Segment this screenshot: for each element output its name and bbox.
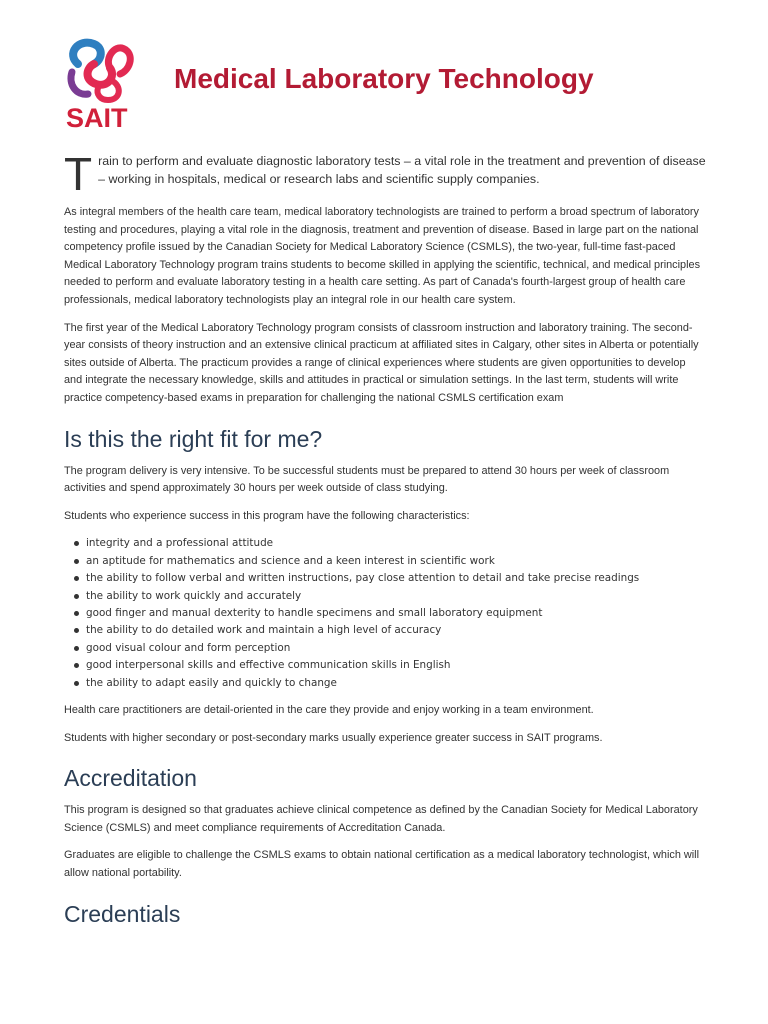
paragraph-fit-intensity: The program delivery is very intensive. To be successful students must be prepared to attend 30 hours per week of classroom activities and spend approximately 30 hours per week outside of class studying. <box>64 464 670 495</box>
heading-credentials: Credentials <box>64 900 181 927</box>
heading-accreditation: Accreditation <box>64 765 197 792</box>
intro-paragraph <box>64 148 706 200</box>
drop-cap: T <box>64 148 93 200</box>
paragraph-overview: As integral members of the health care team, medical laboratory technologists are trained to perform a broad spectrum of laboratory testing and procedures, playing a vital role in the diagnosis, treatment and prevention of disease. Based in large part on the national competency profile issued by the Canadian Society for Medical Laboratory Science (CSMLS), the two-year, full-time fast-paced Medical Laboratory Technology program trains students to become skilled in applying the scientific, technical, and medical principles needed to perform and evaluate laboratory testing in a health care setting. As part of Canada's fourth-largest group of health care professionals, medical laboratory technologists play an integral role in our health care system. <box>64 206 701 306</box>
characteristics-list <box>64 535 706 692</box>
list-item: an aptitude for mathematics and science and a keen interest in scientific work <box>86 553 706 570</box>
list-item: the ability to adapt easily and quickly to change <box>86 675 706 692</box>
paragraph-certification: Graduates are eligible to challenge the CSMLS exams to obtain national certification as a medical laboratory technologist, which will allow national portability. <box>64 849 700 879</box>
logo-text: SAIT <box>66 103 128 133</box>
list-item: the ability to work quickly and accurately <box>86 588 706 605</box>
page-title: Medical Laboratory Technology <box>174 63 594 94</box>
list-item: integrity and a professional attitude <box>86 535 706 552</box>
paragraph-fit-detail: Health care practitioners are detail-oriented in the care they provide and enjoy working in a team environment. <box>64 703 594 716</box>
list-item: good interpersonal skills and effective communication skills in English <box>86 657 706 674</box>
main-content <box>64 148 706 938</box>
paragraph-fit-characteristics: Students who experience success in this program have the following characteristics: <box>64 509 470 522</box>
list-item: the ability to do detailed work and maintain a high level of accuracy <box>86 622 706 639</box>
paragraph-accreditation: This program is designed so that graduates achieve clinical competence as defined by the Canadian Society for Medical Laboratory Science (CSMLS) and meet compliance requirements of Accreditation Canada. <box>64 804 698 834</box>
sait-logo <box>64 36 136 136</box>
paragraph-fit-marks: Students with higher secondary or post-secondary marks usually experience greater success in SAIT programs. <box>64 731 603 744</box>
intro-text: rain to perform and evaluate diagnostic laboratory tests – a vital role in the treatment and prevention of disease – working in hospitals, medical or research labs and scientific supply companies. <box>98 154 706 186</box>
list-item: good finger and manual dexterity to handle specimens and small laboratory equipment <box>86 605 706 622</box>
heading-fit: Is this the right fit for me? <box>64 425 323 452</box>
paragraph-program-structure: The first year of the Medical Laboratory Technology program consists of classroom instruction and laboratory training. The second-year consists of theory instruction and an extensive clinical practicum at affiliated sites in Calgary, other sites in Alberta or potentially sites outside of Alberta. The practicum provides a range of clinical experiences where students are given opportunities to develop and integrate the necessary knowledge, skills and attitudes in practical or simulation settings. In the last term, students will write practice competency-based exams in preparation for challenging the national CSMLS certification exam <box>64 321 699 404</box>
list-item: the ability to follow verbal and written instructions, pay close attention to detail and take precise readings <box>86 570 706 587</box>
sait-ribbon-logo-icon <box>64 36 136 106</box>
page-header <box>64 36 704 136</box>
list-item: good visual colour and form perception <box>86 640 706 657</box>
